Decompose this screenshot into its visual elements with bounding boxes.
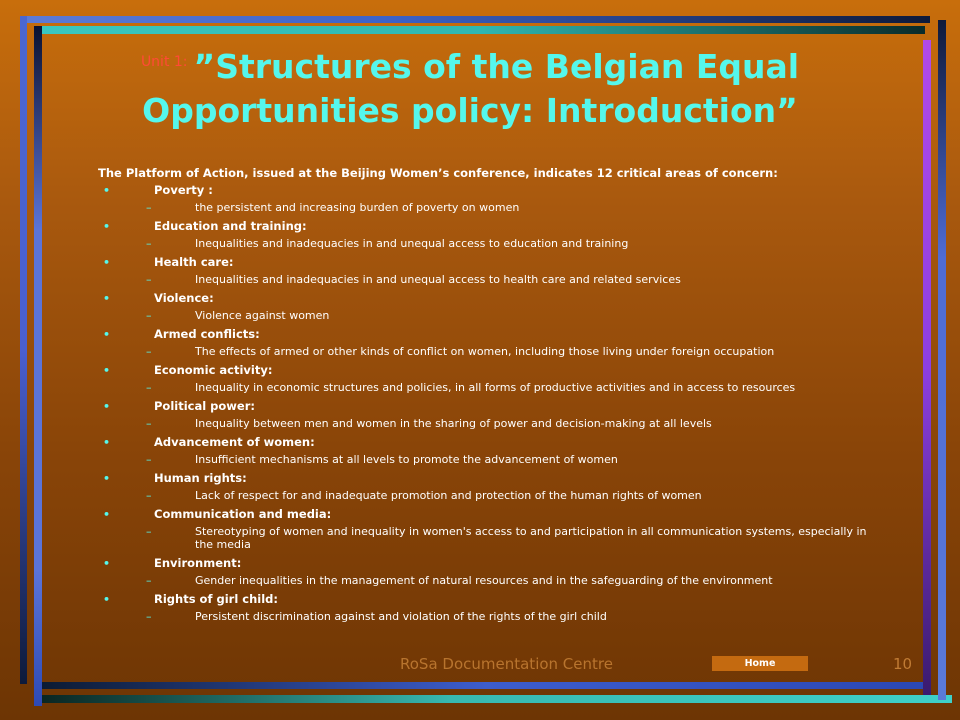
footer-centre-text: RoSa Documentation Centre <box>400 655 613 673</box>
area-detail-text: Inequalities and inadequacies in and unequal access to education and training <box>195 237 629 250</box>
area-heading-text: Human rights: <box>154 471 247 485</box>
unit-label: Unit 1: <box>140 54 188 70</box>
area-detail <box>98 201 918 214</box>
area-detail <box>98 525 918 551</box>
dash-icon: – <box>146 273 152 286</box>
areas-of-concern-list <box>98 182 918 627</box>
area-detail <box>98 574 918 587</box>
dash-icon: – <box>146 201 152 214</box>
area-heading <box>98 326 918 343</box>
bullet-icon: • <box>103 557 111 570</box>
dash-icon: – <box>146 381 152 394</box>
bullet-icon: • <box>103 508 111 521</box>
area-detail <box>98 237 918 250</box>
bullet-icon: • <box>103 436 111 449</box>
area-heading-text: Education and training: <box>154 219 307 233</box>
area-heading <box>98 398 918 415</box>
frame-top-bar-outer <box>20 16 930 23</box>
dash-icon: – <box>146 417 152 430</box>
area-detail-text: Inequalities and inadequacies in and unequal access to health care and related services <box>195 273 681 286</box>
area-detail-text: the persistent and increasing burden of poverty on women <box>195 201 520 214</box>
area-detail <box>98 345 918 358</box>
area-heading-text: Violence: <box>154 291 214 305</box>
area-detail <box>98 453 918 466</box>
frame-bottom-bar-inner <box>42 682 930 689</box>
dash-icon: – <box>146 309 152 322</box>
area-heading <box>98 506 918 523</box>
area-detail <box>98 610 918 623</box>
area-heading-text: Health care: <box>154 255 234 269</box>
bullet-icon: • <box>103 472 111 485</box>
list-item <box>98 434 918 466</box>
home-button[interactable]: Home <box>712 656 808 671</box>
bullet-icon: • <box>103 593 111 606</box>
area-detail-text: Stereotyping of women and inequality in women's access to and participation in all communication systems, especially in the media <box>195 525 867 551</box>
area-heading <box>98 290 918 307</box>
bullet-icon: • <box>103 400 111 413</box>
dash-icon: – <box>146 237 152 250</box>
area-detail-text: Insufficient mechanisms at all levels to promote the advancement of women <box>195 453 618 466</box>
area-detail <box>98 309 918 322</box>
area-detail <box>98 273 918 286</box>
list-item <box>98 254 918 286</box>
area-detail-text: The effects of armed or other kinds of conflict on women, including those living under foreign occupation <box>195 345 775 358</box>
area-detail-text: Lack of respect for and inadequate promotion and protection of the human rights of women <box>195 489 702 502</box>
slide-title <box>60 40 880 133</box>
area-detail-text: Persistent discrimination against and violation of the rights of the girl child <box>195 610 607 623</box>
bullet-icon: • <box>103 292 111 305</box>
list-item <box>98 555 918 587</box>
dash-icon: – <box>146 453 152 466</box>
list-item <box>98 290 918 322</box>
area-heading <box>98 362 918 379</box>
list-item <box>98 398 918 430</box>
area-heading-text: Advancement of women: <box>154 435 315 449</box>
list-item <box>98 326 918 358</box>
bullet-icon: • <box>103 256 111 269</box>
area-heading-text: Poverty : <box>154 183 213 197</box>
area-heading-text: Communication and media: <box>154 507 332 521</box>
area-detail-text: Inequality in economic structures and policies, in all forms of productive activities and in access to resources <box>195 381 796 394</box>
area-heading <box>98 254 918 271</box>
area-detail-text: Gender inequalities in the management of natural resources and in the safeguarding of the environment <box>195 574 773 587</box>
list-item <box>98 506 918 551</box>
dash-icon: – <box>146 525 152 538</box>
frame-bottom-bar-outer <box>42 695 952 703</box>
dash-icon: – <box>146 610 152 623</box>
frame-top-bar-inner <box>35 26 925 34</box>
dash-icon: – <box>146 345 152 358</box>
area-heading-text: Political power: <box>154 399 256 413</box>
frame-left-bar-outer <box>20 16 27 684</box>
area-heading <box>98 434 918 451</box>
area-detail <box>98 417 918 430</box>
area-heading <box>98 470 918 487</box>
area-heading-text: Environment: <box>154 556 242 570</box>
area-heading <box>98 182 918 199</box>
dash-icon: – <box>146 489 152 502</box>
bullet-icon: • <box>103 328 111 341</box>
frame-right-bar-outer <box>938 20 946 700</box>
list-item <box>98 182 918 214</box>
list-item <box>98 470 918 502</box>
page-number: 10 <box>893 655 913 673</box>
frame-left-bar-inner <box>34 26 42 706</box>
area-heading-text: Economic activity: <box>154 363 273 377</box>
area-heading <box>98 218 918 235</box>
slide-title-text: ”Structures of the Belgian Equal Opportunities policy: Introduction” <box>142 47 800 130</box>
area-detail-text: Inequality between men and women in the sharing of power and decision-making at all levels <box>195 417 712 430</box>
list-item <box>98 591 918 623</box>
list-item <box>98 218 918 250</box>
list-item <box>98 362 918 394</box>
area-heading <box>98 591 918 608</box>
area-detail-text: Violence against women <box>195 309 330 322</box>
area-heading-text: Rights of girl child: <box>154 592 278 606</box>
bullet-icon: • <box>103 364 111 377</box>
frame-right-bar-inner <box>923 40 931 695</box>
area-detail <box>98 381 918 394</box>
area-heading <box>98 555 918 572</box>
area-detail <box>98 489 918 502</box>
intro-text: The Platform of Action, issued at the Beijing Women’s conference, indicates 12 critical areas of concern: <box>98 166 778 180</box>
bullet-icon: • <box>103 184 111 197</box>
dash-icon: – <box>146 574 152 587</box>
area-heading-text: Armed conflicts: <box>154 327 260 341</box>
bullet-icon: • <box>103 220 111 233</box>
